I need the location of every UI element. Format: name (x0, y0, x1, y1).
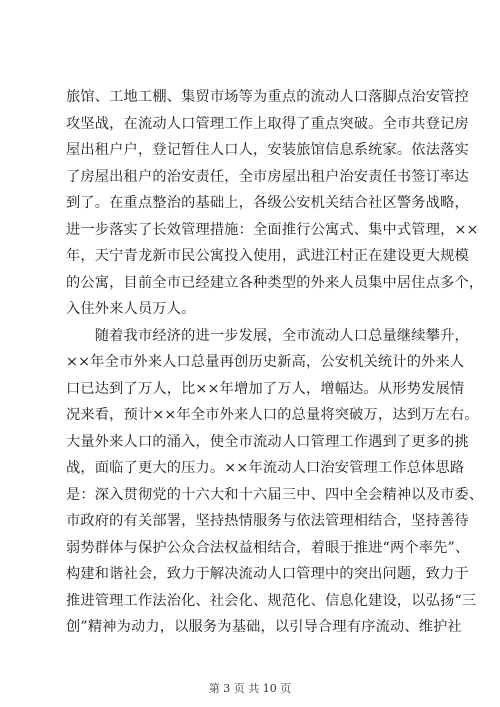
text-line: 年，天宁青龙新市民公寓投入使用，武进江村正在建设更大规模 (66, 248, 469, 264)
text-line: 战，面临了更大的压力。××年流动人口治安管理工作总体思路 (66, 460, 465, 476)
text-line: 的公寓，目前全市已经建立各种类型的外来人员集中居住点多个， (66, 274, 484, 291)
text-line: 到了。在重点整治的基础上，各级公安机关结合社区警务战略， (66, 195, 469, 211)
text-line: 入住外来人员万人。 (66, 301, 196, 317)
text-line: 市政府的有关部署，坚持热情服务与依法管理相结合，坚持善待 (66, 513, 469, 529)
text-line: 屋出租户户，登记暂住人口人，安装旅馆信息系统家。依法落实 (66, 142, 469, 158)
text-line: 了房屋出租户的治安责任，全市房屋出租户治安责任书签订率达 (66, 168, 469, 185)
text-line: 弱势群体与保护公众合法权益相结合，着眼于推进“两个率先”、 (66, 539, 470, 556)
paragraph-2 (66, 323, 484, 641)
text-line: 创”精神为动力，以服务为基础，以引导合理有序流动、维护社 (66, 619, 462, 635)
text-line: 大量外来人口的涌入，使全市流动人口管理工作遇到了更多的挑 (66, 433, 469, 450)
document-body (66, 84, 484, 641)
text-line: 推进管理工作法治化、社会化、规范化、信息化建设，以弘扬“三 (66, 592, 477, 609)
text-line: 旅馆、工地工棚、集贸市场等为重点的流动人口落脚点治安管控 (66, 89, 469, 105)
text-line: 攻坚战，在流动人口管理工作上取得了重点突破。全市共登记房 (66, 115, 469, 132)
text-line: 构建和谐社会，致力于解决流动人口管理中的突出问题，致力于 (66, 566, 469, 582)
page-number-footer: 第 3 页 共 10 页 (208, 682, 292, 695)
text-line: 随着我市经济的进一步发展，全市流动人口总量继续攀升， (66, 327, 469, 344)
paragraph-1 (66, 84, 484, 323)
text-line: 是：深入贯彻党的十六大和十六届三中、四中全会精神以及市委、 (66, 486, 484, 503)
text-line: 进一步落实了长效管理措施：全面推行公寓式、集中式管理，×× (66, 221, 479, 238)
text-line: ××年全市外来人口总量再创历史新高，公安机关统计的外来人 (66, 354, 465, 370)
text-line: 口已达到了万人，比××年增加了万人，增幅达。从形势发展情 (66, 380, 465, 397)
text-line: 况来看，预计××年全市外来人口的总量将突破万，达到万左右。 (66, 407, 479, 423)
